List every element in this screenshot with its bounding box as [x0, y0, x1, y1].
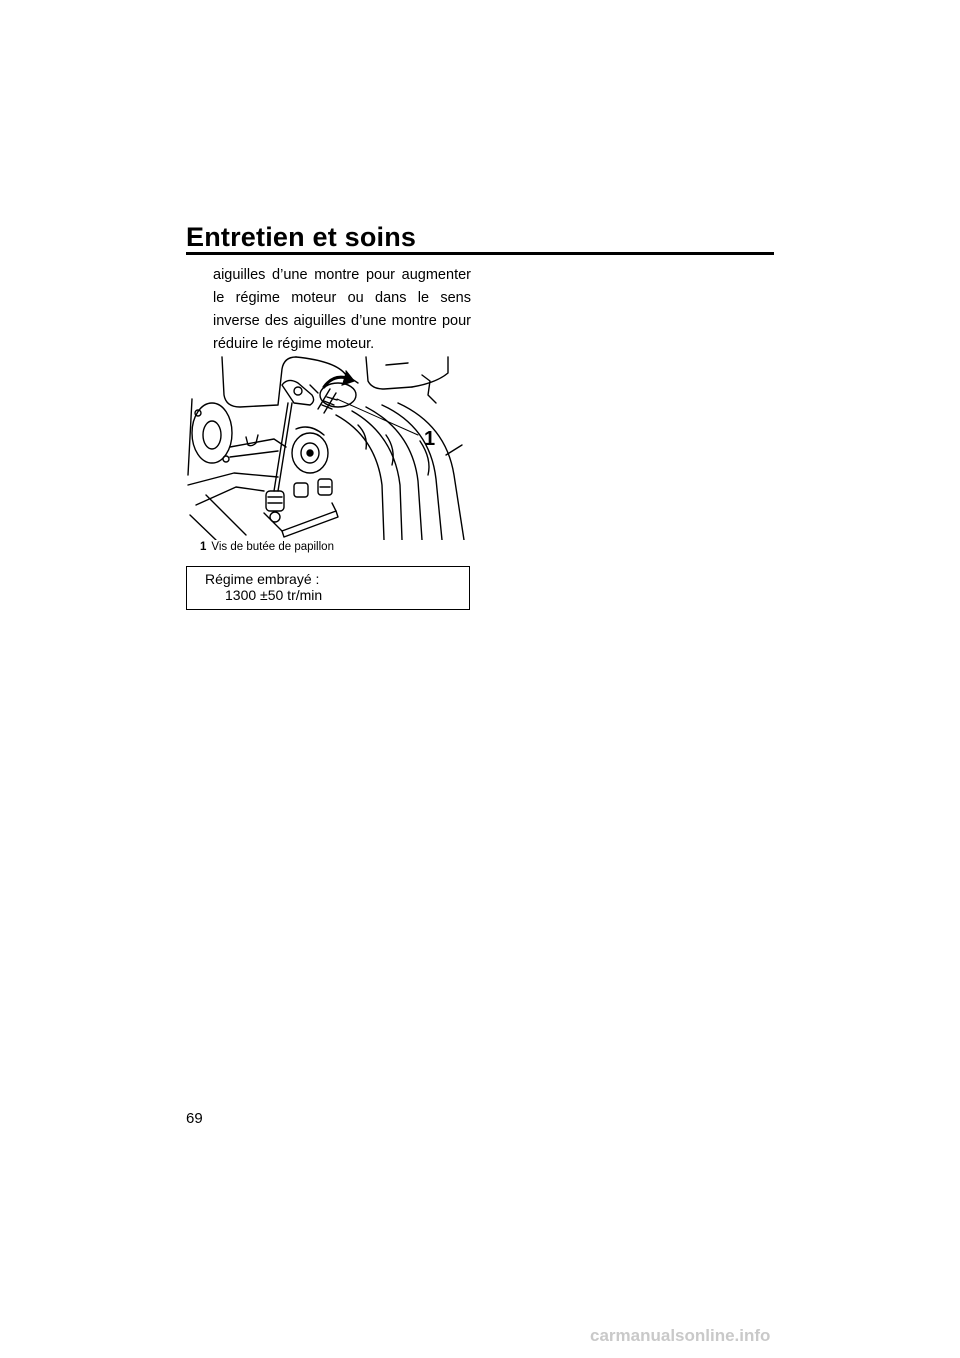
body-paragraph: aiguilles d’une montre pour augmenter le régime moteur ou dans le sens inverse des aiguilles d’une montre pour réduire le régime moteur.: [213, 267, 471, 352]
page-number: 69: [186, 1110, 203, 1127]
spec-value: 1300 ±50 tr/min: [225, 587, 323, 603]
callout-number: 1: [424, 428, 436, 450]
throttle-stop-screw-illustration: [186, 355, 470, 540]
caption-text: Vis de butée de papillon: [211, 541, 334, 553]
engine-line-drawing: [186, 355, 470, 540]
caption-number: 1: [200, 541, 207, 553]
watermark: carmanualsonline.info: [590, 1326, 771, 1345]
page-title: Entretien et soins: [186, 222, 417, 252]
spec-box: [186, 566, 470, 610]
spec-label: Régime embrayé :: [205, 571, 320, 587]
figure-caption: [200, 541, 334, 553]
header-rule: [186, 252, 774, 255]
